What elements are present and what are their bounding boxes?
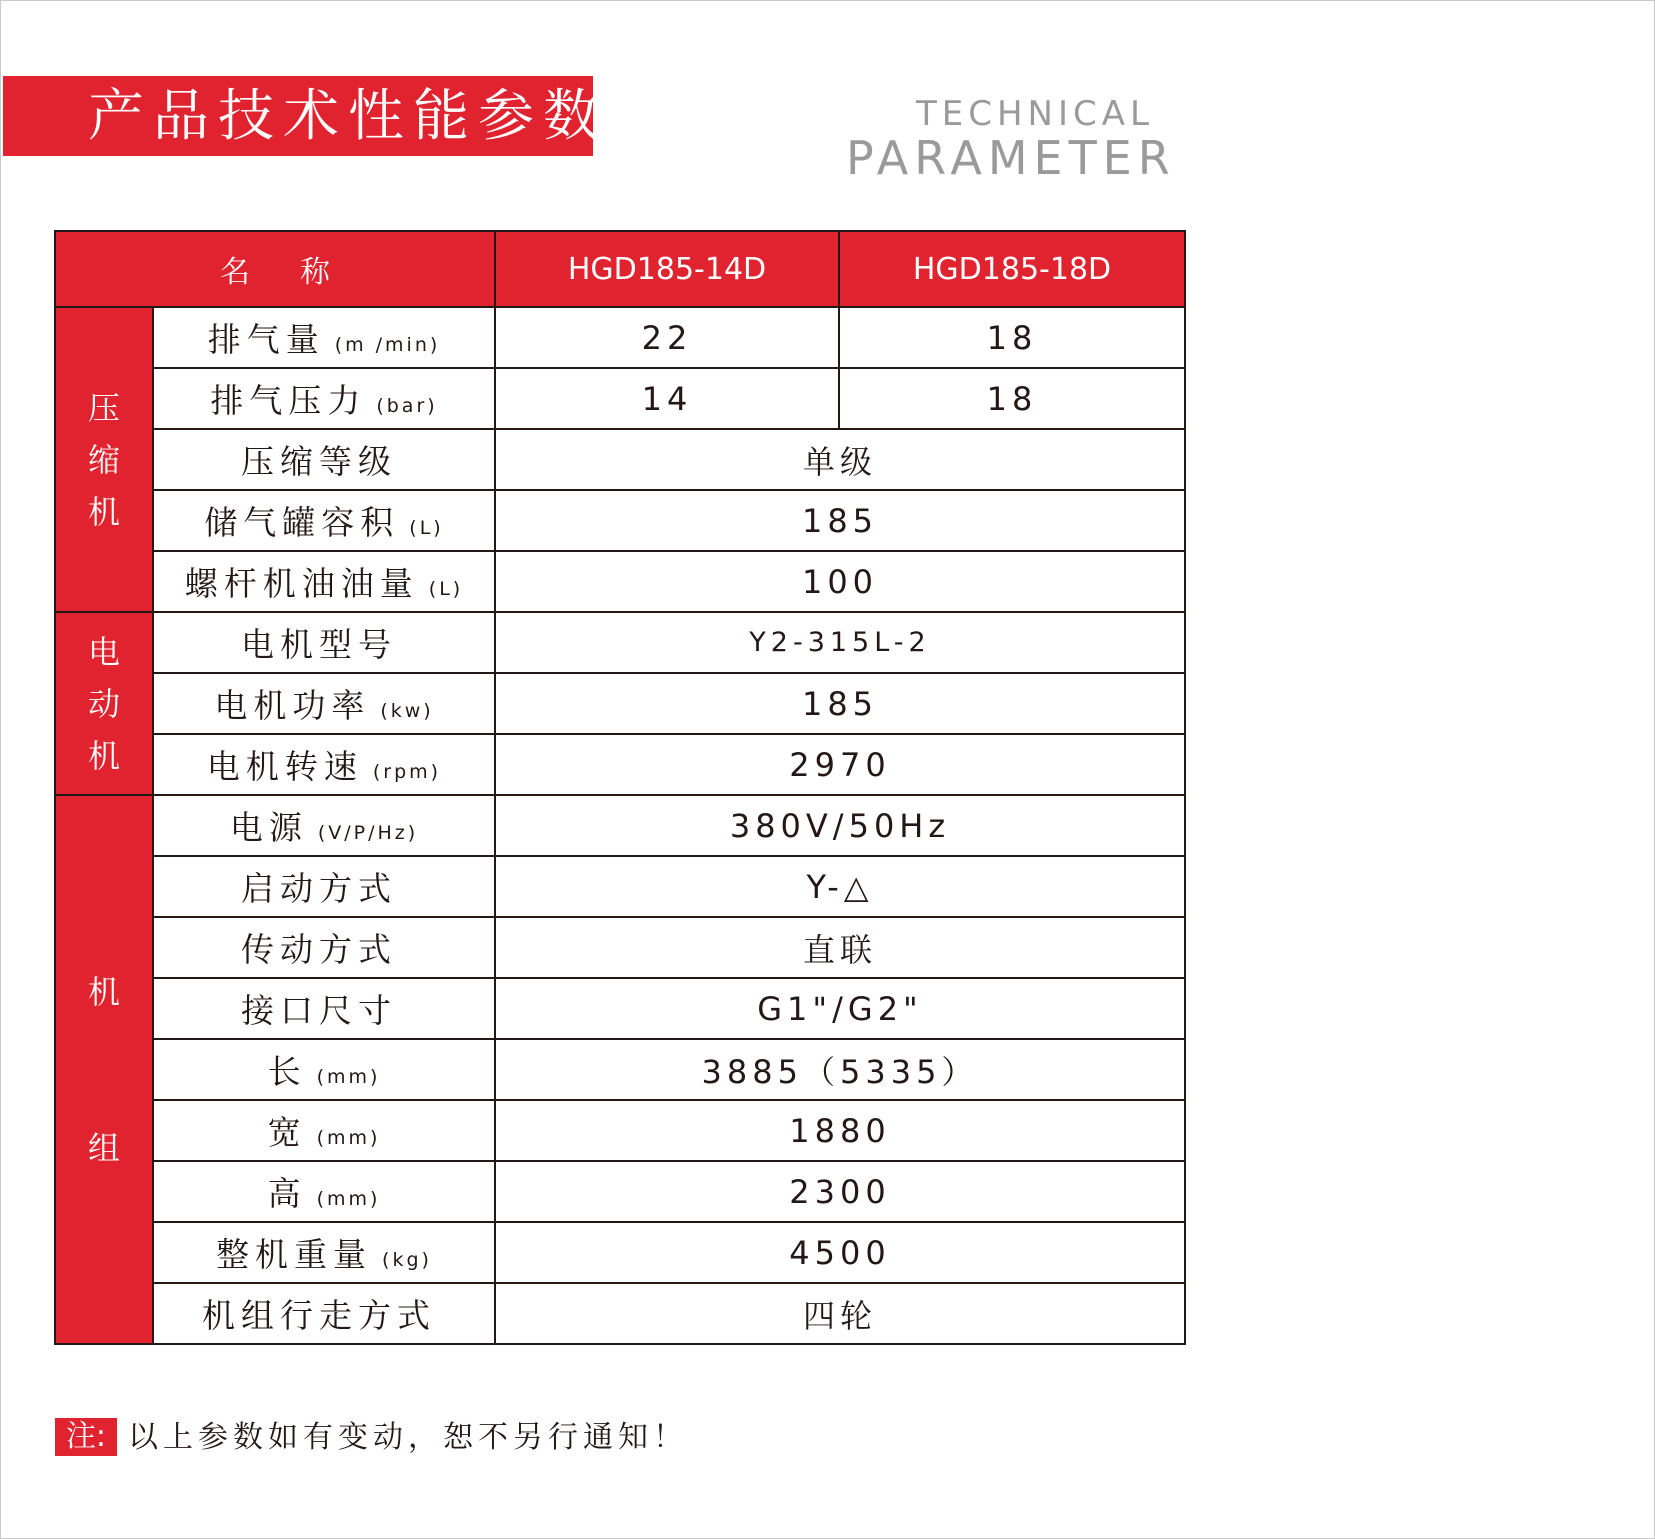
row-value: 3885（5335）: [495, 1039, 1185, 1100]
table-row: [55, 551, 1185, 612]
subtitle-parameter: PARAMETER: [846, 131, 1176, 185]
row-value-model-1: 14: [495, 368, 839, 429]
table-row: [55, 1161, 1185, 1222]
table-row: [55, 978, 1185, 1039]
row-label: 传动方式: [153, 917, 495, 978]
row-value: Y-△: [495, 856, 1185, 917]
row-label: 排气量 (m /min): [153, 307, 495, 368]
note-tag: 注:: [55, 1418, 117, 1456]
row-label: 长 (mm): [153, 1039, 495, 1100]
table-row: [55, 612, 1185, 673]
row-value-model-1: 22: [495, 307, 839, 368]
table-row: [55, 1222, 1185, 1283]
row-label: 接口尺寸: [153, 978, 495, 1039]
row-label: 宽 (mm): [153, 1100, 495, 1161]
table-row: [55, 490, 1185, 551]
table-header-row: [55, 231, 1185, 307]
row-value: 直联: [495, 917, 1185, 978]
row-label: 螺杆机油油量 (L): [153, 551, 495, 612]
table-row: [55, 917, 1185, 978]
table-row: [55, 856, 1185, 917]
row-value: 100: [495, 551, 1185, 612]
row-label: 整机重量 (kg): [153, 1222, 495, 1283]
row-value: 4500: [495, 1222, 1185, 1283]
row-value: 185: [495, 490, 1185, 551]
group-unit-char-1: 机: [87, 972, 120, 1011]
table-row: [55, 1100, 1185, 1161]
row-value: 2970: [495, 734, 1185, 795]
row-value: 2300: [495, 1161, 1185, 1222]
model-header-2: HGD185-18D: [839, 231, 1185, 307]
row-label: 压缩等级: [153, 429, 495, 490]
row-label: 启动方式: [153, 856, 495, 917]
row-value: G1"/G2": [495, 978, 1185, 1039]
note-text: 以上参数如有变动，恕不另行通知！: [128, 1420, 688, 1455]
row-value: 单级: [495, 429, 1185, 490]
table-row: [55, 307, 1185, 368]
group-unit-char-2: 组: [87, 1128, 120, 1167]
subtitle-technical: TECHNICAL: [916, 94, 1154, 134]
group-motor: 电动机: [55, 612, 153, 795]
group-compressor: 压缩机: [55, 307, 153, 612]
row-label: 电源 (V/P/Hz): [153, 795, 495, 856]
row-label: 储气罐容积 (L): [153, 490, 495, 551]
row-label: 电机功率 (kw): [153, 673, 495, 734]
page-title: 产品技术性能参数:: [88, 84, 636, 149]
model-header-1: HGD185-14D: [495, 231, 839, 307]
name-header: 名称: [55, 231, 495, 307]
row-label: 电机转速 (rpm): [153, 734, 495, 795]
table-row: [55, 734, 1185, 795]
row-label: 机组行走方式: [153, 1283, 495, 1344]
row-value-model-2: 18: [839, 368, 1185, 429]
row-value: 380V/50Hz: [495, 795, 1185, 856]
spec-table: [54, 230, 1186, 1345]
table-row: [55, 795, 1185, 856]
row-value: Y2-315L-2: [495, 612, 1185, 673]
row-value: 1880: [495, 1100, 1185, 1161]
table-row: [55, 429, 1185, 490]
row-value-model-2: 18: [839, 307, 1185, 368]
row-label: 电机型号: [153, 612, 495, 673]
table-row: [55, 1039, 1185, 1100]
row-label: 高 (mm): [153, 1161, 495, 1222]
row-value: 185: [495, 673, 1185, 734]
table-row: [55, 1283, 1185, 1344]
table-row: [55, 673, 1185, 734]
group-unit: [55, 795, 153, 1344]
row-value: 四轮: [495, 1283, 1185, 1344]
row-label: 排气压力 (bar): [153, 368, 495, 429]
table-row: [55, 368, 1185, 429]
